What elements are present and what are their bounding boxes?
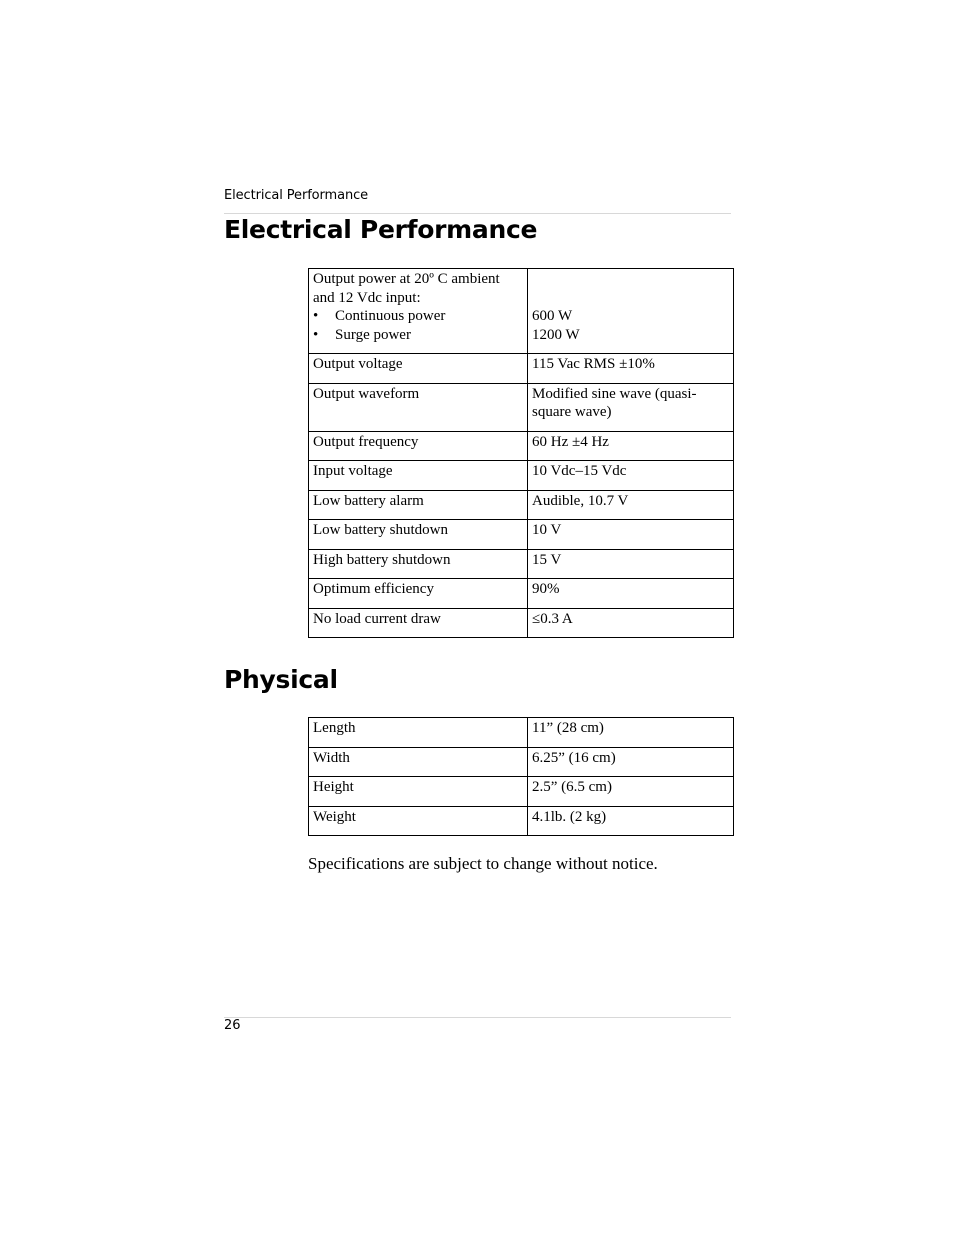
table-row [309, 549, 734, 579]
spec-value-line2: square wave) [532, 404, 612, 420]
surge-power-value: 1200 W [532, 326, 580, 343]
output-power-intro-line2: and 12 Vdc input: [313, 289, 421, 306]
table-row [309, 383, 734, 431]
spec-label: Input voltage [309, 461, 528, 491]
spec-value: Audible, 10.7 V [528, 490, 734, 520]
spec-value [528, 383, 734, 431]
spec-value: ≤0.3 A [528, 608, 734, 638]
electrical-performance-heading: Electrical Performance [224, 215, 538, 244]
specifications-note: Specifications are subject to change without notice. [308, 854, 658, 873]
electrical-specs-table [308, 268, 734, 638]
spec-value: 115 Vac RMS ±10% [528, 354, 734, 384]
table-row [309, 777, 734, 807]
table-row [309, 579, 734, 609]
physical-heading: Physical [224, 665, 338, 694]
table-row [309, 718, 734, 748]
spec-label: Output waveform [309, 383, 528, 431]
footer-divider [224, 1017, 731, 1018]
spec-label: Width [309, 747, 528, 777]
bullet-icon: • [313, 326, 319, 343]
spec-label: Low battery alarm [309, 490, 528, 520]
spec-value-output-power [528, 269, 734, 354]
spec-label: No load current draw [309, 608, 528, 638]
bullet-icon: • [313, 308, 319, 324]
bullet-label: Surge power [335, 326, 411, 343]
bullet-label: Continuous power [335, 308, 446, 324]
running-header: Electrical Performance [224, 188, 369, 203]
table-row [309, 354, 734, 384]
spec-value: 10 Vdc–15 Vdc [528, 461, 734, 491]
spec-label: Low battery shutdown [309, 520, 528, 550]
spec-value: 4.1lb. (2 kg) [528, 806, 734, 836]
spec-label: Height [309, 777, 528, 807]
table-row [309, 520, 734, 550]
spec-value-line1: Modified sine wave (quasi- [532, 385, 697, 402]
page-number: 26 [224, 1018, 241, 1033]
spec-value: 60 Hz ±4 Hz [528, 431, 734, 461]
spec-label: Optimum efficiency [309, 579, 528, 609]
table-row [309, 747, 734, 777]
physical-specs-table [308, 717, 734, 836]
bullet-item [313, 307, 523, 326]
output-power-intro-line1: Output power at 20º C ambient [313, 271, 500, 287]
spec-value: 6.25” (16 cm) [528, 747, 734, 777]
table-row [309, 461, 734, 491]
table-row [309, 608, 734, 638]
spec-value: 10 V [528, 520, 734, 550]
spec-value: 90% [528, 579, 734, 609]
table-row [309, 431, 734, 461]
spec-value: 11” (28 cm) [528, 718, 734, 748]
bullet-item [313, 326, 523, 345]
spec-label: Length [309, 718, 528, 748]
table-row [309, 806, 734, 836]
spec-label: Weight [309, 806, 528, 836]
continuous-power-value: 600 W [532, 308, 573, 324]
table-row [309, 490, 734, 520]
spec-value: 2.5” (6.5 cm) [528, 777, 734, 807]
spec-label: Output frequency [309, 431, 528, 461]
spec-label: High battery shutdown [309, 549, 528, 579]
spec-label: Output voltage [309, 354, 528, 384]
header-divider [224, 213, 731, 214]
spec-value: 15 V [528, 549, 734, 579]
spec-label-output-power [309, 269, 528, 354]
table-row [309, 269, 734, 354]
